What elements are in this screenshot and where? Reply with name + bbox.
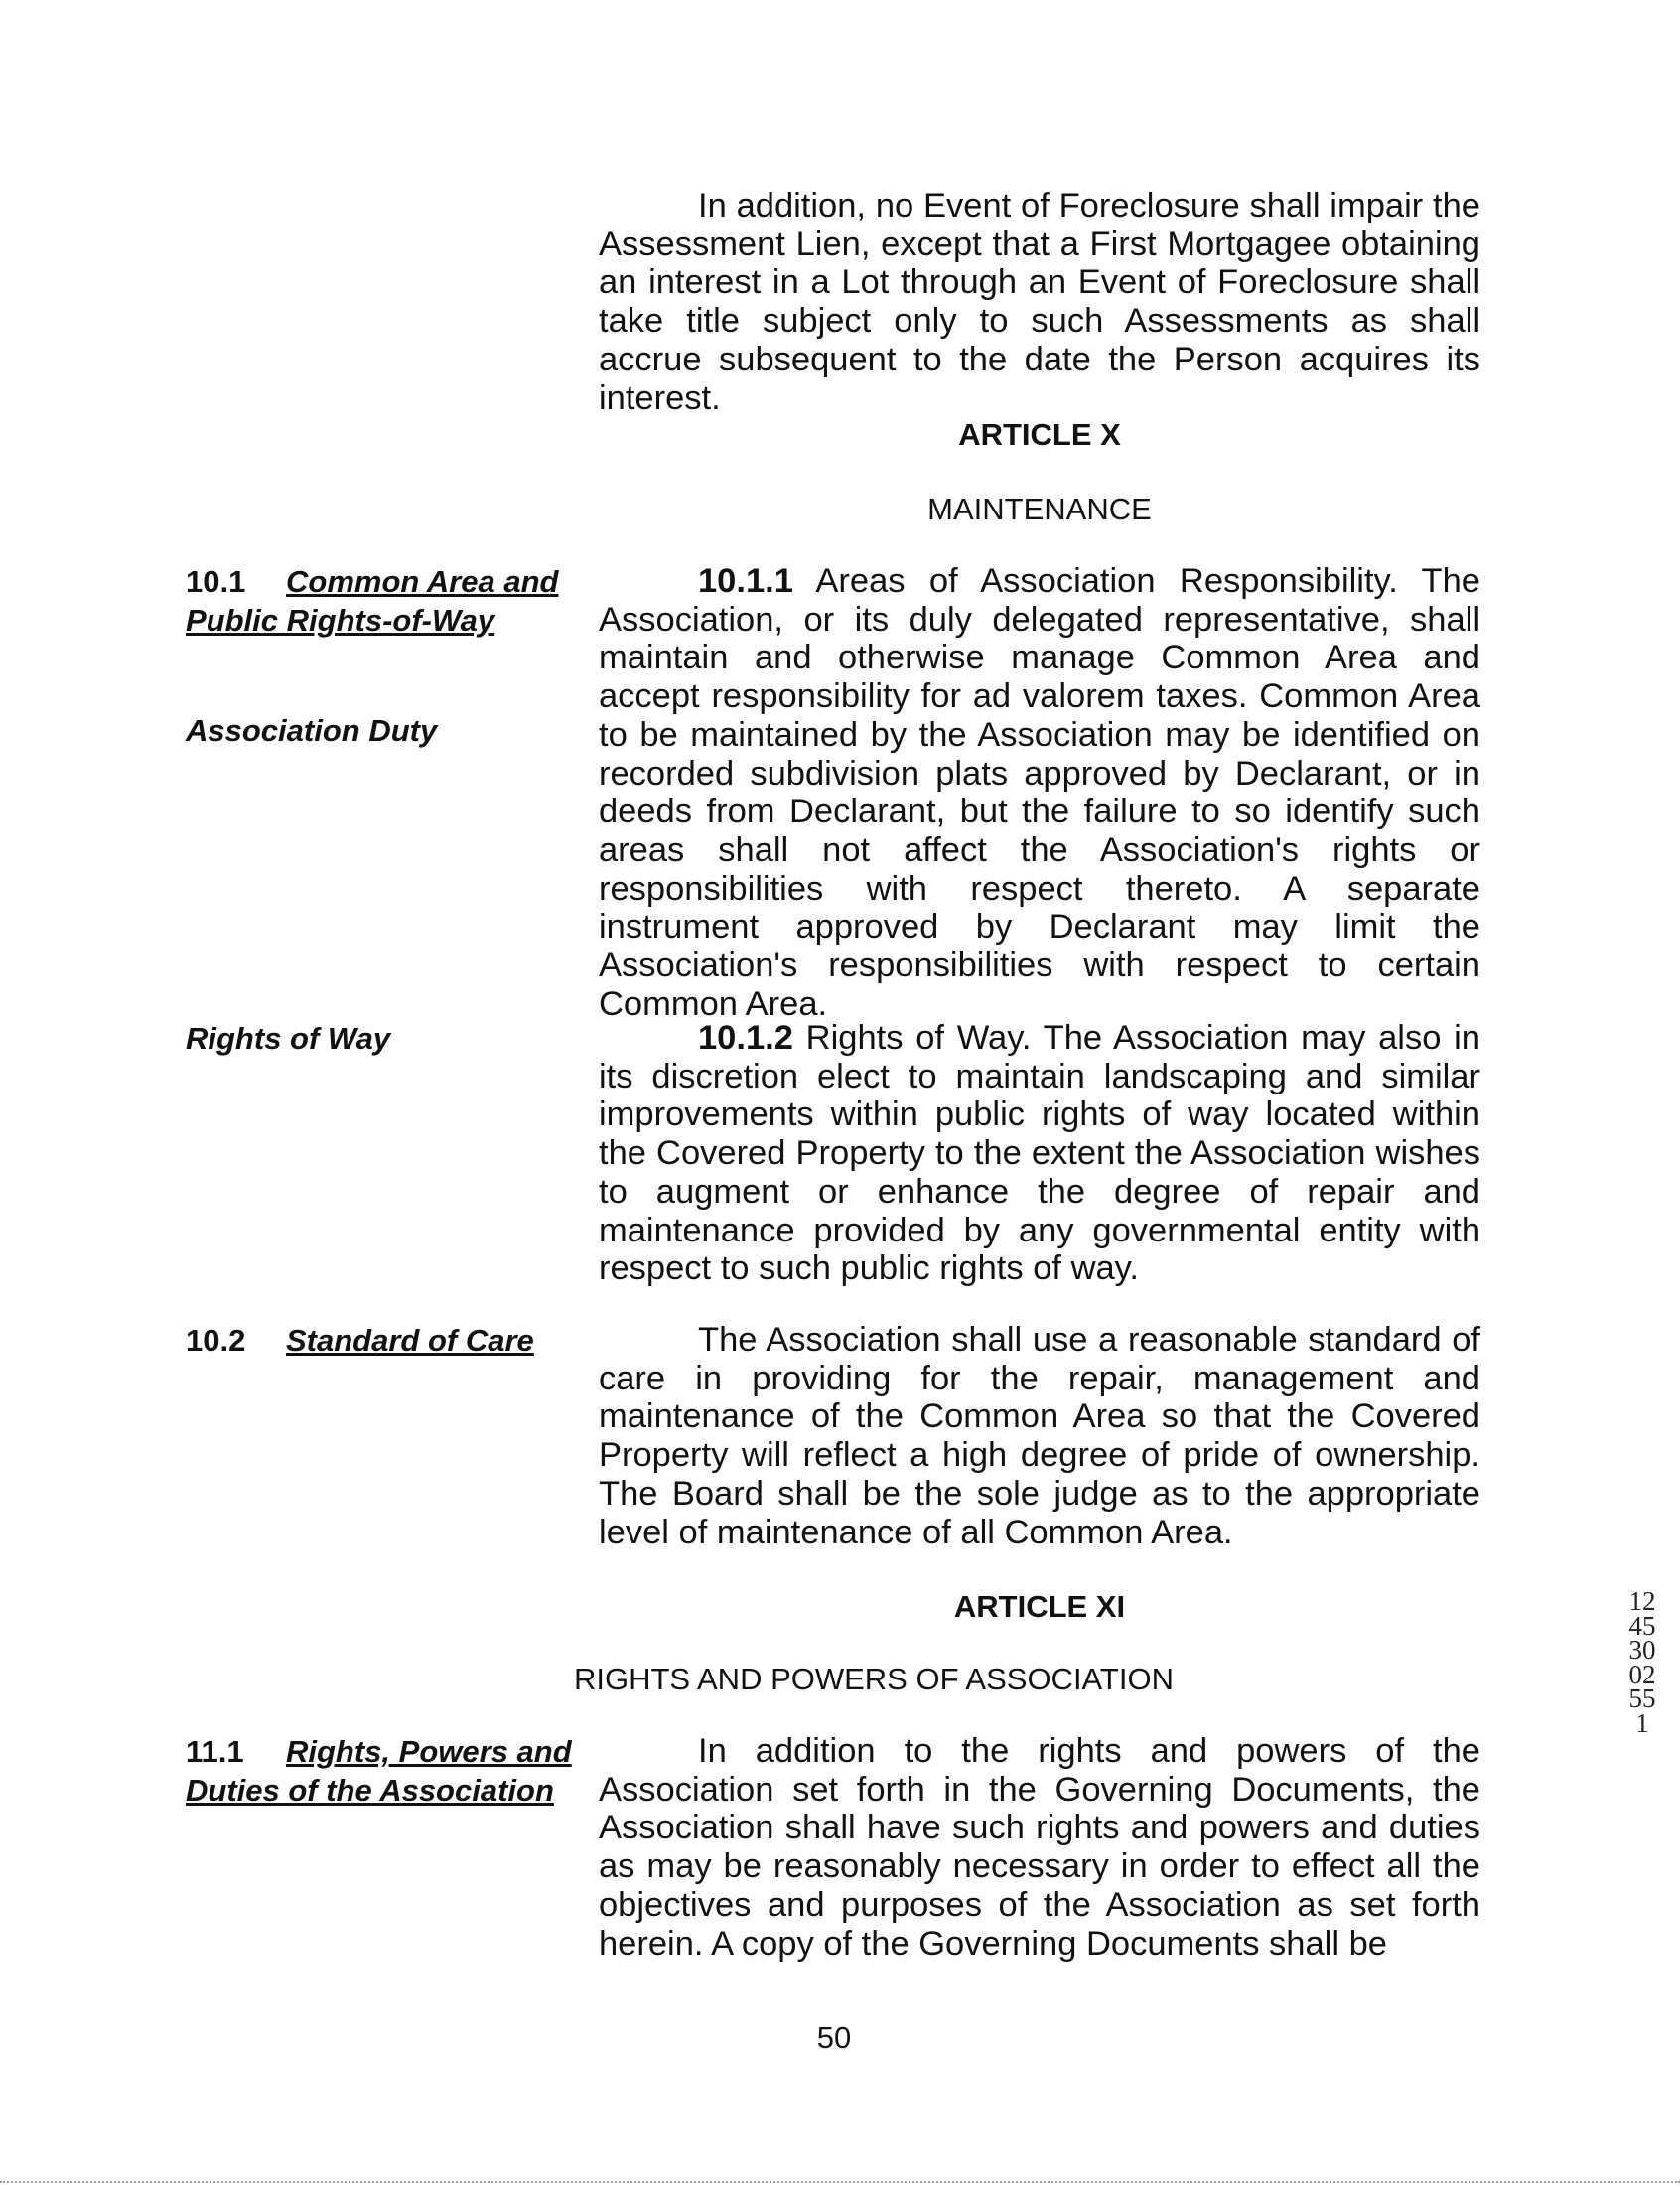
article-x-title: MAINTENANCE — [927, 492, 1152, 526]
paragraph-10-1-1 — [599, 562, 1480, 1023]
section-11-1-heading — [186, 1733, 583, 1810]
article-xi-title: RIGHTS AND POWERS OF ASSOCIATION — [573, 1662, 1174, 1696]
intro-paragraph: In addition, no Event of Foreclosure shall impair the Assessment Lien, except that a First Mortgagee obtaining an interest in a Lot through an Event of Foreclosure shall take title subject only to such Assessments as shall accrue subsequent to the date the Person acquires its interest. — [599, 187, 1480, 417]
paragraph-10-1-1-number: 10.1.1 — [698, 562, 793, 600]
section-10-1-number: 10.1 — [186, 564, 246, 599]
article-x-heading: ARTICLE X — [958, 417, 1121, 452]
paragraph-10-2: The Association shall use a reasonable standard of care in providing for the repair, management and maintenance of the Common Area so that the Covered Property will reflect a high degree of pride of ownership. The Board shall be the sole judge as to the appropriate level of maintenance of all Common Area. — [599, 1321, 1480, 1551]
section-10-2-heading — [186, 1322, 583, 1361]
side-document-stamp: 124530 02551 — [1628, 1586, 1656, 1738]
article-xi-heading: ARTICLE XI — [953, 1589, 1126, 1624]
paragraph-10-1-2-number: 10.1.2 — [698, 1019, 793, 1057]
section-11-1-number: 11.1 — [186, 1734, 244, 1769]
subhead-association-duty: Association Duty — [186, 713, 438, 748]
section-11-1-title: Rights, Powers and Duties of the Association — [186, 1734, 572, 1808]
paragraph-11-1: In addition to the rights and powers of the Association set forth in the Governing Documents, the Association shall have such rights and powers and duties as may be reasonably necessary in order to effect all the objectives and purposes of the Association as set forth herein. A copy of the Governing Documents shall be — [599, 1732, 1480, 1963]
subhead-rights-of-way: Rights of Way — [186, 1021, 391, 1056]
scan-edge-line — [0, 2181, 1680, 2184]
section-10-2-number: 10.2 — [186, 1323, 246, 1358]
paragraph-10-1-2-text: Rights of Way. The Association may also in its discretion elect to maintain landscaping and similar improvements within public rights of way located within the Covered Property to the extent the Association wishes to augment or enhance the degree of repair and maintenance provided by any governmental entity with respect to such public rights of way. — [599, 1019, 1480, 1288]
section-10-1-heading — [186, 563, 583, 640]
section-10-2-title: Standard of Care — [286, 1323, 534, 1358]
page-number: 50 — [816, 2020, 852, 2055]
paragraph-10-1-2 — [599, 1019, 1480, 1288]
section-10-1-title: Common Area and Public Rights-of-Way — [186, 564, 559, 638]
paragraph-10-1-1-text: Areas of Association Responsibility. The Association, or its duly delegated representative, shall maintain and otherwise manage Common Area and accept responsibility for ad valorem taxes. Common Area to be maintained by the Association may be identified on recorded subdivision plats approved by Declarant, or in deeds from Declarant, but the failure to so identify such areas shall not affect the Association's rights or responsibilities with respect thereto. A separate instrument approved by Declarant may limit the Association's responsibilities with respect to certain Common Area. — [599, 562, 1480, 1023]
